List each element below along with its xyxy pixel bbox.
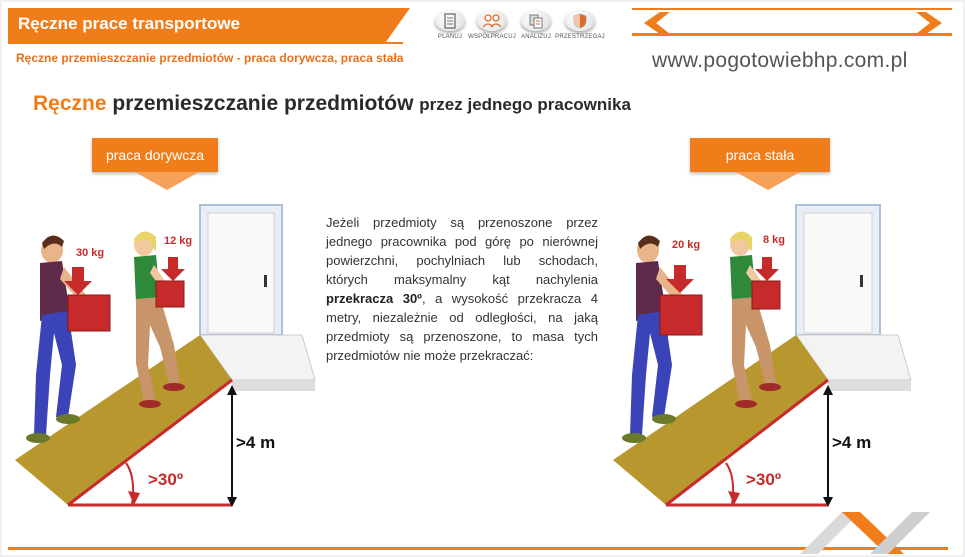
arrow-shaft	[674, 265, 686, 281]
heading-accent: Ręczne	[33, 92, 107, 115]
door	[208, 213, 274, 333]
heading-small: przez jednego pracownika	[419, 95, 631, 114]
weight-label-woman: 12 kg	[164, 235, 193, 247]
nav-button-analizuj[interactable]	[514, 10, 558, 40]
info-text-1: Jeżeli przedmioty są przenoszone przez jednego pracownika pod górę po nierównej powierzchni, pochylniach lub schodach, których maksymalny kąt nachylenia	[326, 215, 598, 287]
door-handle	[860, 275, 863, 287]
nav-label: PLANUJ	[437, 34, 463, 40]
tag-occasional-work: praca dorywcza	[92, 138, 218, 172]
box-light	[156, 281, 184, 307]
info-text-2: , a wysokość przekracza 4 metry, niezależnie od odległości, na jaką przedmioty są przenoszone, to masa tych przedmiotów nie może przekraczać:	[326, 291, 598, 363]
info-paragraph	[326, 213, 598, 365]
corner-logo-icon	[800, 512, 950, 554]
weight-label-man: 30 kg	[76, 247, 105, 259]
platform-edge	[232, 380, 315, 391]
angle-label: >30º	[148, 470, 184, 489]
down-arrow-icon	[736, 172, 800, 190]
height-label: >4 m	[832, 433, 872, 452]
website-url[interactable]: www.pogotowiebhp.com.pl	[652, 49, 908, 72]
worker-man	[26, 235, 94, 443]
door-handle	[264, 275, 267, 287]
copy-icon	[521, 10, 551, 31]
shield-icon	[565, 10, 595, 31]
box-light	[752, 281, 780, 309]
weight-label-man: 20 kg	[672, 239, 701, 251]
box-heavy	[68, 295, 110, 331]
angle-label: >30º	[746, 470, 782, 489]
arrow-down-icon	[161, 269, 185, 281]
nav-label: WSPÓŁPRACUJ	[468, 34, 516, 40]
nav-label: ANALIZUJ	[521, 34, 551, 40]
platform-edge	[828, 380, 911, 391]
box-heavy	[660, 295, 702, 335]
arrow-shaft	[762, 257, 772, 271]
next-arrow-icon[interactable]	[910, 10, 946, 36]
heading-main: przemieszczanie przedmiotów	[112, 92, 414, 115]
arrow-shaft	[72, 267, 84, 283]
arrow-shaft	[168, 257, 178, 271]
weight-label-woman: 8 kg	[763, 234, 786, 246]
door	[804, 213, 872, 333]
previous-arrow-icon[interactable]	[640, 10, 676, 36]
nav-button-wspolpracuj[interactable]	[470, 10, 514, 40]
nav-button-planuj[interactable]	[428, 10, 472, 40]
nav-button-przestrzegaj[interactable]	[555, 10, 605, 40]
tag-permanent-work: praca stała	[690, 138, 830, 172]
section-heading	[33, 92, 631, 116]
navigation-arrows-bar	[632, 8, 952, 36]
info-bold: przekracza 30º	[326, 291, 422, 306]
title-underline	[8, 42, 403, 44]
document-icon	[435, 10, 465, 31]
height-label: >4 m	[236, 433, 276, 452]
page-subtitle: Ręczne przemieszczanie przedmiotów - praca dorywcza, praca stała	[16, 51, 404, 65]
down-arrow-icon	[135, 172, 199, 190]
page-title: Ręczne prace transportowe	[18, 14, 241, 33]
nav-label: PRZESTRZEGAJ	[555, 34, 605, 40]
people-icon	[477, 10, 507, 31]
